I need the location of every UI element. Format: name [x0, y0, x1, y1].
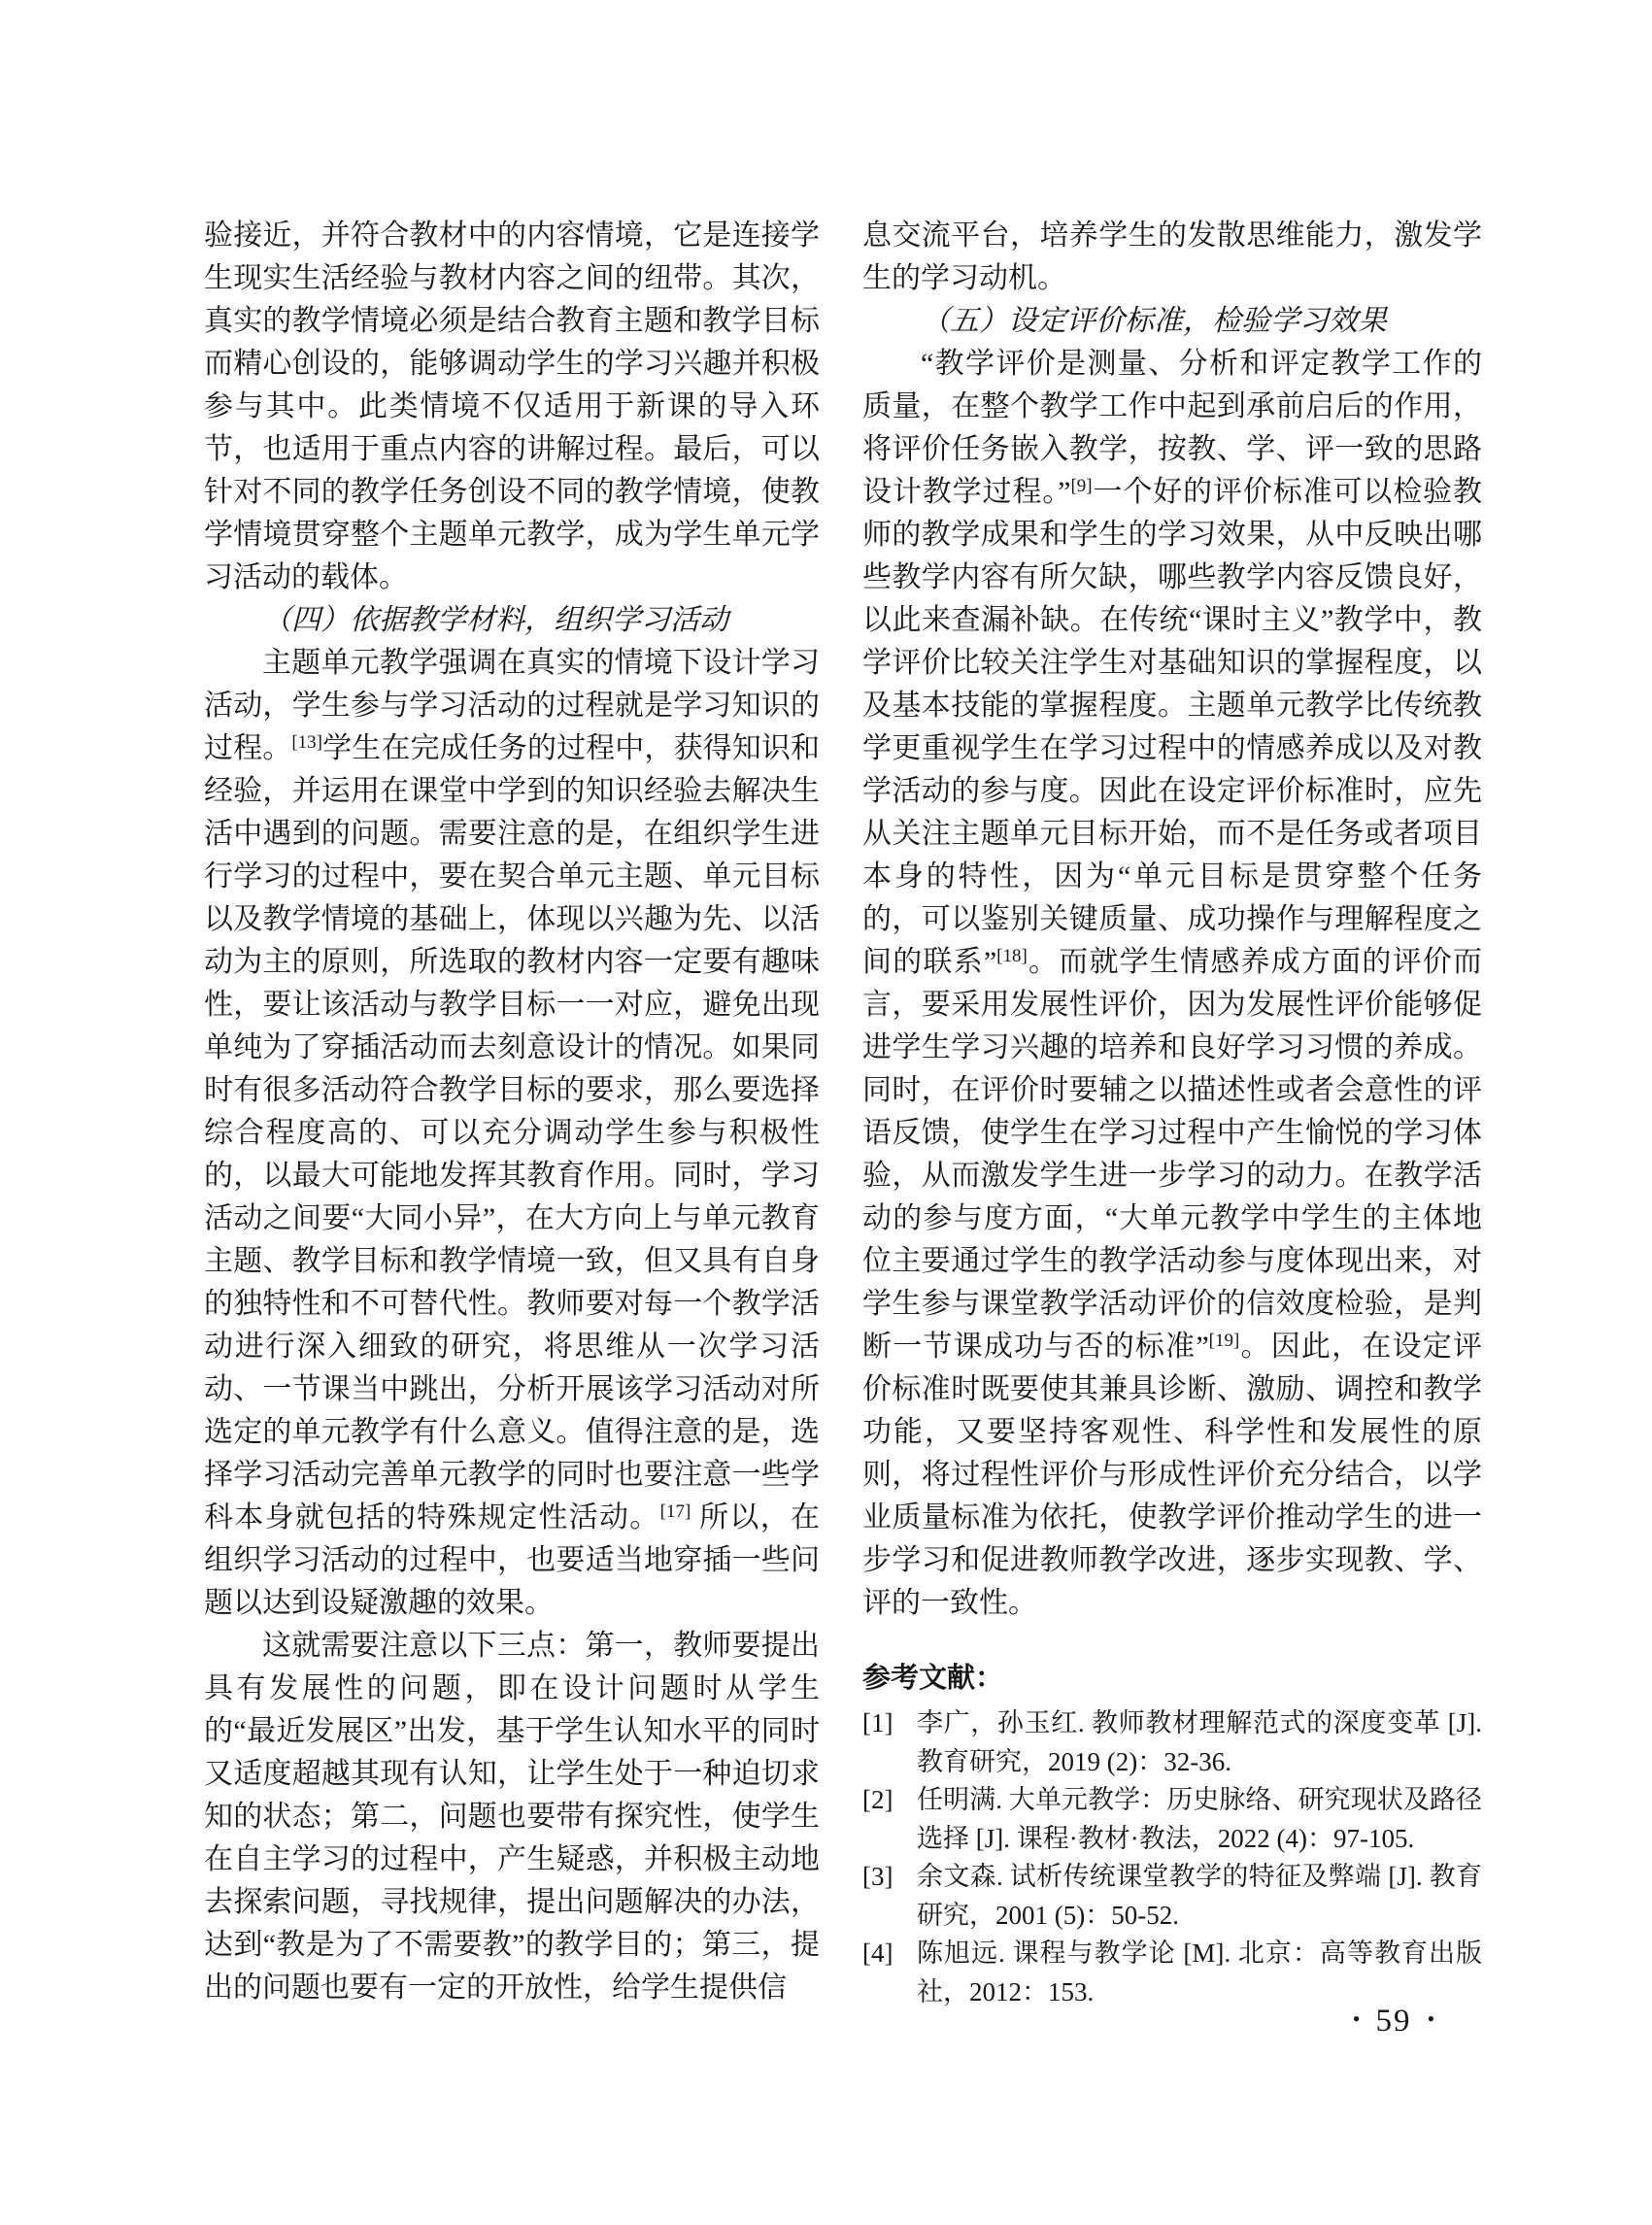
reference-number: [3] [862, 1862, 893, 1891]
references-heading: 参考文献： [862, 1663, 1004, 1694]
references-list [862, 1704, 1482, 2011]
reference-number: [1] [862, 1708, 893, 1737]
citation-superscript: [9] [1070, 475, 1093, 496]
text-run: 息交流平台，培养学生的发散思维能力，激发学生的学习动机。 [862, 219, 1482, 294]
reference-text: 余文森. 试析传统课堂教学的特征及弊端 [J]. 教育研究，2001 (5)：50-52. [917, 1862, 1482, 1930]
paragraph [862, 215, 1482, 300]
text-run: （四）依据教学材料，组织学习活动 [262, 604, 728, 636]
text-run: 。而就学生情感养成方面的评价而言，要采用发展性评价，因为发展性评价能够促进学生学习兴趣的培养和良好学习习惯的养成。同时，在评价时要辅之以描述性或者会意性的评语反馈，使学生在学习过程中产生愉悦的学习体验，从而激发学生进一步学习的动力。在教学活动的参与度方面，“大单元教学中学生的主体地位主要通过学生的教学活动参与度体现出来，对学生参与课堂教学活动评价的信效度检验，是判断一节课成功与否的标准” [862, 946, 1482, 1363]
text-run: 主题单元教学强调在真实的情境下设计学习活动，学生参与学习活动的过程就是学习知识的过程。 [204, 647, 820, 764]
section-heading [862, 300, 1482, 343]
reference-text: 任明满. 大单元教学：历史脉络、研究现状及路径选择 [J]. 课程·教材·教法，2022 (4)：97-105. [917, 1785, 1482, 1853]
right-column-paragraphs [862, 215, 1482, 1625]
citation-superscript: [17] [659, 1500, 691, 1522]
text-run: “教学评价是测量、分析和评定教学工作的质量，在整个教学工作中起到承前启后的作用，将评价任务嵌入教学，按教、学、评一致的思路设计教学过程。” [862, 348, 1482, 508]
reference-item [862, 1704, 1482, 1781]
page-number-bullet-right: • [1427, 2006, 1435, 2031]
page-number [1301, 1999, 1486, 2043]
references-section [862, 1656, 1482, 2011]
reference-item [862, 1781, 1482, 1858]
text-run: 所以，在组织学习活动的过程中，也要适当地穿插一些问题以达到设疑激趣的效果。 [204, 1501, 821, 1619]
text-run: 这就需要注意以下三点：第一，教师要提出具有发展性的问题，即在设计问题时从学生的“最近发展区”出发，基于学生认知水平的同时又适度超越其现有认知，让学生处于一种迫切求知的状态；第二，问题也要带有探究性，使学生在自主学习的过程中，产生疑惑，并积极主动地去探索问题，寻找规律，提出问题解决的办法，达到“教是为了不需要教”的教学目的；第三，提出的问题也要有一定的开放性，给学生提供信 [204, 1630, 820, 2004]
reference-text: 李广，孙玉红. 教师教材理解范式的深度变革 [J]. 教育研究，2019 (2)：32-36. [917, 1708, 1482, 1776]
paragraph [204, 642, 820, 1625]
reference-text: 陈旭远. 课程与教学论 [M]. 北京：高等教育出版社，2012：153. [917, 1938, 1482, 2006]
reference-number: [2] [862, 1785, 893, 1814]
citation-superscript: [18] [996, 945, 1028, 966]
reference-item [862, 1858, 1482, 1935]
left-column [204, 215, 820, 2009]
text-run: （五）设定评价标准，检验学习效果 [921, 305, 1387, 337]
paragraph [862, 343, 1482, 1625]
text-run: 。因此，在设定评价标准时既要使其兼具诊断、激励、调控和教学功能，又要坚持客观性、科学性和发展性的原则，将过程性评价与形成性评价充分结合，以学业质量标准为依托，使教学评价推动学生的进一步学习和促进教师教学改进，逐步实现教、学、评的一致性。 [862, 1331, 1482, 1619]
section-heading [204, 599, 820, 642]
citation-superscript: [13] [291, 731, 323, 753]
right-column [862, 215, 1482, 2011]
text-run: 一个好的评价标准可以检验教师的教学成果和学生的学习效果，从中反映出哪些教学内容有所欠缺，哪些教学内容反馈良好，以此来查漏补缺。在传统“课时主义”教学中，教学评价比较关注学生对基础知识的掌握程度，以及基本技能的掌握程度。主题单元教学比传统教学更重视学生在学习过程中的情感养成以及对教学活动的参与度。因此在设定评价标准时，应先从关注主题单元目标开始，而不是任务或者项目本身的特性，因为“单元目标是贯穿整个任务的，可以鉴别关键质量、成功操作与理解程度之间的联系” [862, 476, 1482, 978]
page-number-value: 59 [1375, 2003, 1412, 2039]
citation-superscript: [19] [1208, 1330, 1240, 1351]
reference-number: [4] [862, 1938, 893, 1968]
text-run: 验接近，并符合教材中的内容情境，它是连接学生现实生活经验与教材内容之间的纽带。其次，真实的教学情境必须是结合教育主题和教学目标而精心创设的，能够调动学生的学习兴趣并积极参与其中。此类情境不仅适用于新课的导入环节，也适用于重点内容的讲解过程。最后，可以针对不同的教学任务创设不同的教学情境，使教学情境贯穿整个主题单元教学，成为学生单元学习活动的载体。 [204, 219, 820, 593]
page-number-bullet-left: • [1352, 2006, 1361, 2031]
paragraph [204, 215, 820, 599]
paragraph [204, 1625, 820, 2009]
text-run: 学生在完成任务的过程中，获得知识和经验，并运用在课堂中学到的知识经验去解决生活中遇到的问题。需要注意的是，在组织学生进行学习的过程中，要在契合单元主题、单元目标以及教学情境的基础上，体现以兴趣为先、以活动为主的原则，所选取的教材内容一定要有趣味性，要让该活动与教学目标一一对应，避免出现单纯为了穿插活动而去刻意设计的情况。如果同时有很多活动符合教学目标的要求，那么要选择综合程度高的、可以充分调动学生参与积极性的，以最大可能地发挥其教育作用。同时，学习活动之间要“大同小异”，在大方向上与单元教育主题、教学目标和教学情境一致，但又具有自身的独特性和不可替代性。教师要对每一个教学活动进行深入细致的研究，将思维从一次学习活动、一节课当中跳出，分析开展该学习活动对所选定的单元教学有什么意义。值得注意的是，选择学习活动完善单元教学的同时也要注意一些学科本身就包括的特殊规定性活动。 [204, 732, 821, 1534]
